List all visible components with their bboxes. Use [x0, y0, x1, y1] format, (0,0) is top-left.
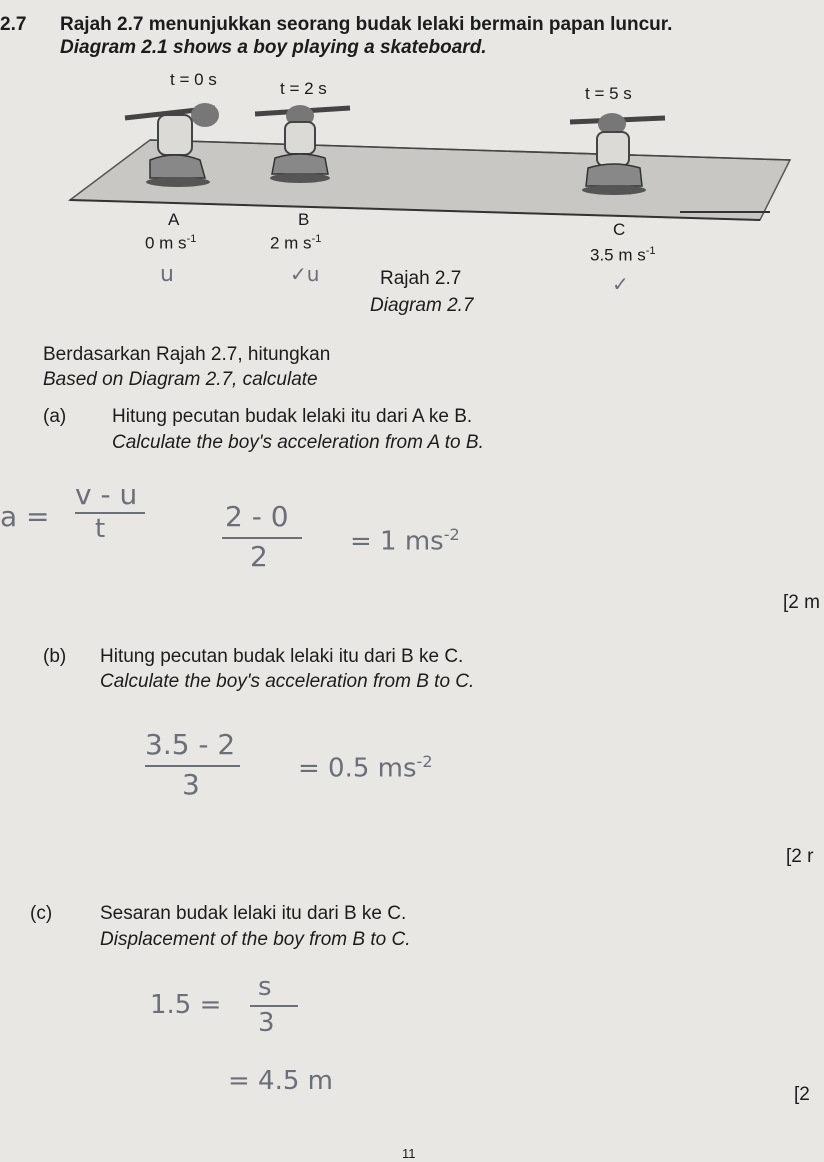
annotation-check: ✓	[612, 272, 629, 296]
part-b-label: (b)	[43, 646, 67, 667]
part-a-label: (a)	[43, 406, 67, 427]
part-c-question-ms: Sesaran budak lelaki itu dari B ke C.	[100, 903, 407, 924]
question-number: 2.7	[0, 14, 27, 35]
answer-a-frac-bar	[222, 537, 302, 539]
point-label-b: B	[298, 210, 310, 229]
time-label-b: t = 2 s	[280, 79, 327, 98]
part-b-question-en: Calculate the boy's acceleration from B to C.	[100, 671, 475, 692]
answer-c-den: 3	[258, 1008, 275, 1038]
point-label-c: C	[613, 220, 626, 239]
intro-ms: Berdasarkan Rajah 2.7, hitungkan	[43, 344, 331, 365]
part-a-question-ms: Hitung pecutan budak lelaki itu dari A ke B.	[112, 406, 473, 427]
part-b-question-ms: Hitung pecutan budak lelaki itu dari B ke C.	[100, 646, 464, 667]
answer-c-bar	[250, 1005, 298, 1007]
answer-b-result: = 0.5 $ms^{-2}$	[298, 752, 433, 784]
velocity-label-c: 3.5 m $s^{-1}$	[590, 245, 656, 265]
answer-b-num: 3.5 - 2	[145, 728, 236, 761]
page-number: 11	[402, 1146, 416, 1161]
annotation-u: u	[160, 262, 174, 287]
diagram-caption-en: Diagram 2.7	[370, 295, 474, 316]
question-title-en: Diagram 2.1 shows a boy playing a skateboard.	[60, 37, 487, 58]
part-a-marks: [2 m	[783, 592, 820, 613]
diagram-caption-ms: Rajah 2.7	[380, 268, 462, 289]
answer-a-frac-num: 2 - 0	[225, 500, 289, 533]
intro-en: Based on Diagram 2.7, calculate	[43, 369, 318, 390]
answer-a-formula-bar	[75, 512, 145, 514]
answer-a-result: = 1 $ms^{-2}$	[350, 525, 460, 557]
question-title-ms: Rajah 2.7 menunjukkan seorang budak lelaki bermain papan luncur.	[60, 14, 673, 35]
part-c-question-en: Displacement of the boy from B to C.	[100, 929, 411, 950]
answer-a-frac-den: 2	[250, 540, 268, 573]
time-label-c: t = 5 s	[585, 84, 632, 103]
answer-a-formula-den: t	[95, 514, 106, 544]
time-label-a: t = 0 s	[170, 70, 217, 89]
part-a-question-en: Calculate the boy's acceleration from A to B.	[112, 432, 484, 453]
part-c-label: (c)	[30, 903, 53, 924]
answer-a-lhs: a =	[0, 500, 50, 533]
velocity-label-b: 2 m $s^{-1}$	[270, 233, 322, 253]
part-c-marks: [2	[794, 1084, 810, 1105]
velocity-label-a: 0 m $s^{-1}$	[145, 233, 197, 253]
part-b-marks: [2 r	[786, 846, 814, 867]
answer-c-num: s	[258, 972, 272, 1002]
answer-b-bar	[145, 765, 240, 767]
answer-b-den: 3	[182, 768, 200, 801]
point-label-a: A	[168, 210, 180, 229]
annotation-vu: ✓u	[290, 262, 320, 286]
answer-a-formula-num: v - u	[75, 478, 138, 511]
answer-c-lhs: 1.5 =	[150, 990, 222, 1020]
answer-c-result: = 4.5 m	[228, 1066, 333, 1096]
